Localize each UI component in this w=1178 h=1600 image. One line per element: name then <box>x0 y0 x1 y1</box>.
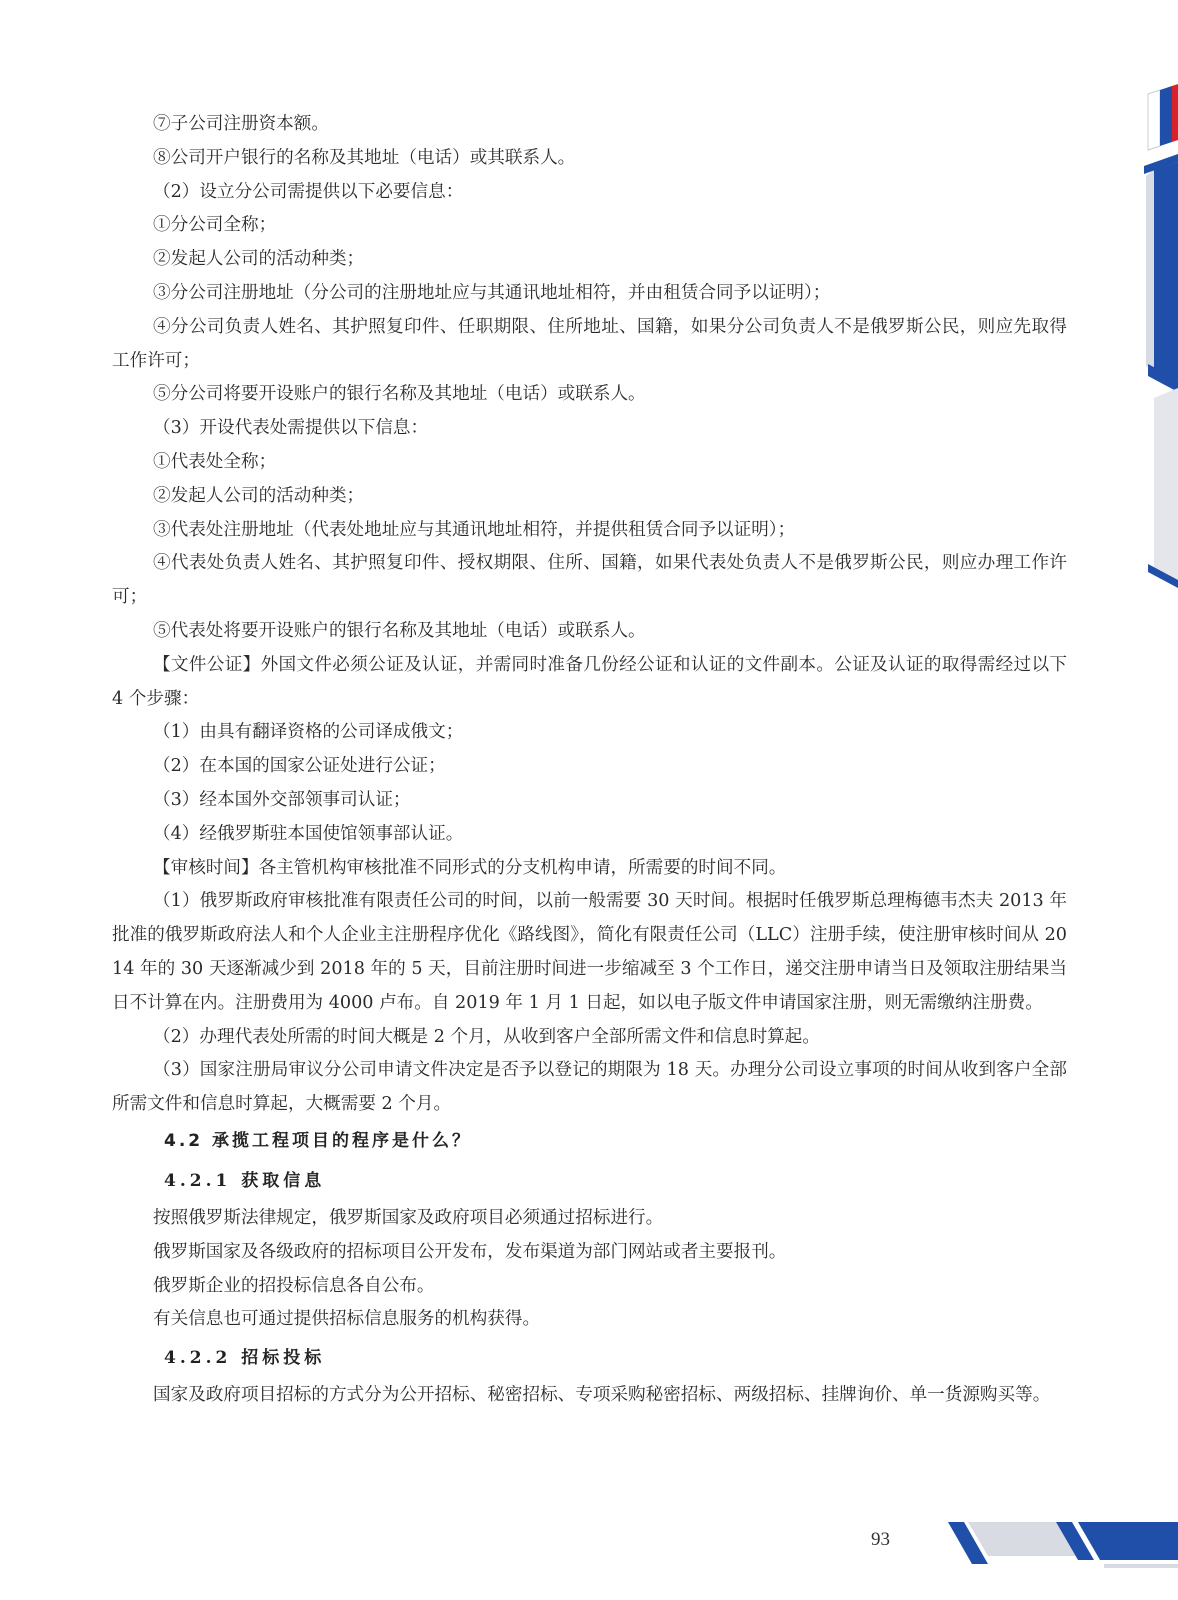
subsection-heading-4-2-1: 4.2.1 获取信息 <box>164 1170 326 1191</box>
paragraph: ⑦子公司注册资本额。 <box>153 114 329 134</box>
paragraph: ②发起人公司的活动种类； <box>153 485 365 506</box>
paragraph: （2）设立分公司需提供以下必要信息： <box>153 181 464 202</box>
section-heading-4-2: 4.2 承揽工程项目的程序是什么？ <box>164 1130 473 1151</box>
corner-decoration-stripes <box>948 1520 1178 1580</box>
paragraph: 【审核时间】各主管机构审核批准不同形式的分支机构申请，所需要的时间不同。 <box>153 857 787 878</box>
paragraph: 有关信息也可通过提供招标信息服务的机构获得。 <box>153 1309 541 1330</box>
paragraph: （3）开设代表处需提供以下信息： <box>153 418 429 439</box>
paragraph: ③代表处注册地址（代表处地址应与其通讯地址相符，并提供租赁合同予以证明）； <box>153 519 796 540</box>
paragraph: （3）国家注册局审议分公司申请文件决定是否予以登记的期限为 18 天。办理分公司设立事项的时间从收到客户全部所需文件和信息时算起，大概需要 2 个月。 <box>112 1060 1067 1115</box>
paragraph: 俄罗斯企业的招投标信息各自公布。 <box>153 1275 435 1296</box>
paragraph: ④分公司负责人姓名、其护照复印件、任职期限、住所地址、国籍，如果分公司负责人不是俄罗斯公民，则应先取得工作许可； <box>112 316 1067 371</box>
paragraph: （1）由具有翻译资格的公司译成俄文； <box>153 722 464 743</box>
paragraph: （4）经俄罗斯驻本国使馆领事部认证。 <box>153 823 464 844</box>
paragraph: ③分公司注册地址（分公司的注册地址应与其通讯地址相符，并由租赁合同予以证明）； <box>153 282 831 303</box>
paragraph: ④代表处负责人姓名、其护照复印件、授权期限、住所、国籍，如果代表处负责人不是俄罗斯公民，则应办理工作许可； <box>112 553 1067 608</box>
subsection-heading-4-2-2: 4.2.2 招标投标 <box>164 1348 326 1369</box>
paragraph: 按照俄罗斯法律规定，俄罗斯国家及政府项目必须通过招标进行。 <box>153 1207 664 1228</box>
page-number: 93 <box>871 1529 890 1550</box>
page-body <box>112 108 1067 1413</box>
paragraph: （2）在本国的国家公证处进行公证； <box>153 756 446 777</box>
paragraph: ②发起人公司的活动种类； <box>153 249 365 270</box>
paragraph: ①分公司全称； <box>153 215 277 236</box>
side-decoration-stripes <box>1088 80 1178 600</box>
paragraph: 国家及政府项目招标的方式分为公开招标、秘密招标、专项采购秘密招标、两级招标、挂牌询价、单一货源购买等。 <box>153 1385 1051 1406</box>
paragraph: （3）经本国外交部领事司认证； <box>153 789 411 810</box>
paragraph: 【文件公证】外国文件必须公证及认证，并需同时准备几份经公证和认证的文件副本。公证及认证的取得需经过以下 4 个步骤： <box>112 654 1067 709</box>
paragraph: （2）办理代表处所需的时间大概是 2 个月，从收到客户全部所需文件和信息时算起。 <box>153 1026 820 1047</box>
paragraph: ⑤分公司将要开设账户的银行名称及其地址（电话）或联系人。 <box>153 384 646 405</box>
paragraph: （1）俄罗斯政府审核批准有限责任公司的时间，以前一般需要 30 天时间。根据时任俄罗斯总理梅德韦杰夫 2013 年批准的俄罗斯政府法人和个人企业主注册程序优化《路线图》，简化有限责任公司（LLC）注册手续，使注册审核时间从 2014 年的 30 天逐渐减少到 2018 年的 5 天，目前注册时间进一步缩减至 3 个工作日，递交注册申请当日及领取注册结果当日不计算在内。注册费用为 4000 卢布。自 2019 年 1 月 1 日起，如以电子版文件申请国家注册，则无需缴纳注册费。 <box>112 891 1067 1013</box>
paragraph: ⑧公司开户银行的名称及其地址（电话）或其联系人。 <box>153 147 576 168</box>
paragraph: ⑤代表处将要开设账户的银行名称及其地址（电话）或联系人。 <box>153 620 646 641</box>
paragraph: ①代表处全称； <box>153 451 277 472</box>
paragraph: 俄罗斯国家及各级政府的招标项目公开发布，发布渠道为部门网站或者主要报刊。 <box>153 1241 787 1262</box>
